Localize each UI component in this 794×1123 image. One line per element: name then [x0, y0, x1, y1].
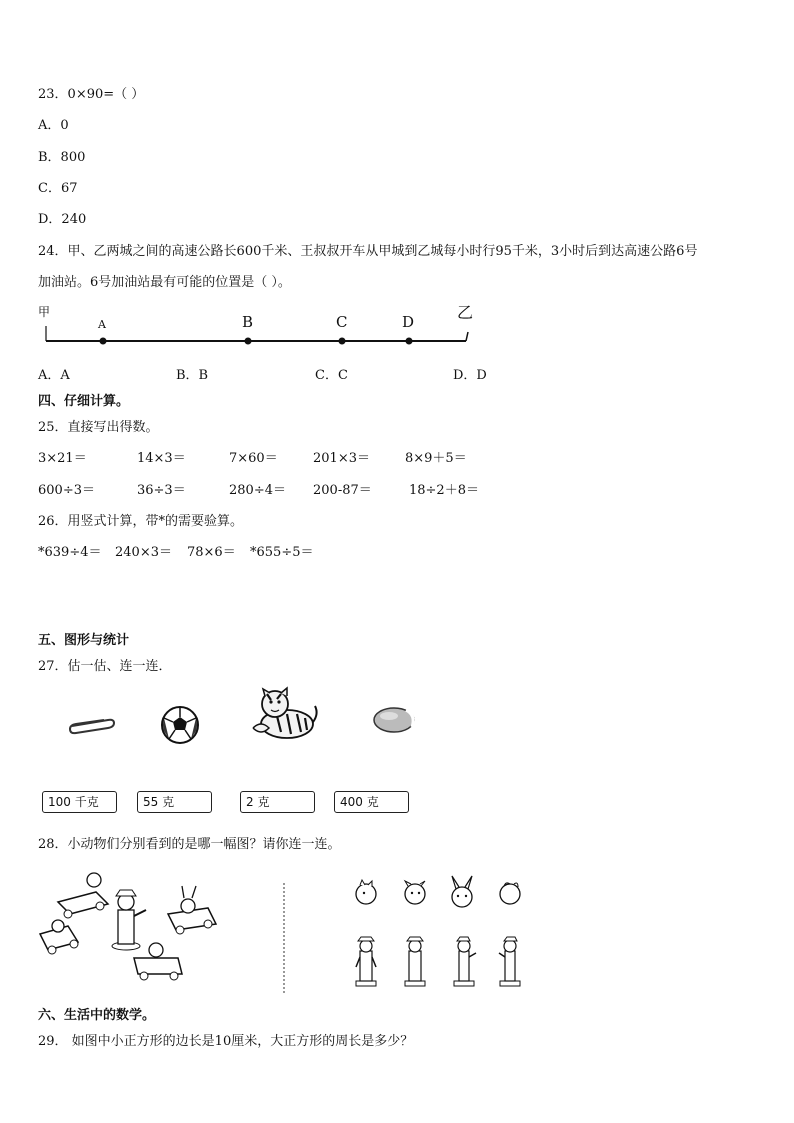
- q24-option-a: A．A: [38, 368, 70, 383]
- section5-title: 五、图形与统计: [38, 633, 130, 648]
- q23-option-a: A．0: [38, 118, 69, 133]
- q25-r1-c4: 201×3＝: [313, 451, 370, 466]
- weight-box-55g: 55 克: [137, 791, 212, 813]
- road-point-c: C: [336, 313, 348, 331]
- policeman-view-2-icon: [401, 937, 431, 987]
- road-point-d: D: [402, 313, 415, 331]
- road-line: [0, 300, 794, 360]
- animal-head-4-icon: [496, 879, 526, 907]
- road-end-label: 乙: [457, 303, 474, 322]
- q25-r2-c4: 200-87＝: [313, 483, 372, 498]
- egg-icon: [372, 705, 420, 735]
- policeman-view-3-icon: [450, 937, 480, 987]
- rabbit-head-icon: [446, 875, 478, 909]
- animals-scene-image: [38, 870, 238, 990]
- animal-head-2-icon: [399, 879, 431, 907]
- weight-box-400g: 400 克: [334, 791, 409, 813]
- tiger-icon: [247, 684, 319, 742]
- policeman-view-1-icon: [352, 937, 382, 987]
- q29-stem: 29． 如图中小正方形的边长是10厘米，大正方形的周长是多少？: [38, 1034, 414, 1049]
- q23-option-b: B．800: [38, 150, 86, 165]
- q25-r2-c3: 280÷4＝: [229, 483, 286, 498]
- q25-r1-c1: 3×21＝: [38, 451, 87, 466]
- policeman-view-4-icon: [496, 937, 526, 987]
- q25-r2-c5: 18÷2＋8＝: [409, 483, 479, 498]
- q24-option-b: B．B: [176, 368, 209, 383]
- q26-item-2: 240×3＝: [115, 545, 172, 560]
- q23-stem: 23．0×90=（ ）: [38, 87, 145, 102]
- q25-r2-c2: 36÷3＝: [137, 483, 186, 498]
- q25-stem: 25．直接写出得数。: [38, 420, 159, 435]
- q25-r1-c3: 7×60＝: [229, 451, 278, 466]
- q24-option-d: D．D: [453, 368, 487, 383]
- q28-stem: 28．小动物们分别看到的是哪一幅图？请你连一连。: [38, 837, 341, 852]
- paperclip-icon: [68, 714, 118, 734]
- section6-title: 六、生活中的数学。: [38, 1008, 156, 1023]
- q24-stem-line2: 加油站。6号加油站最有可能的位置是（ ）。: [38, 275, 291, 290]
- q26-item-4: *655÷5＝: [250, 545, 314, 560]
- q25-r1-c5: 8×9＋5＝: [405, 451, 467, 466]
- animal-head-1-icon: [352, 879, 382, 907]
- soccer-ball-icon: [158, 703, 202, 747]
- q27-stem: 27．估一估、连一连．: [38, 659, 172, 674]
- q24-option-c: C．C: [315, 368, 348, 383]
- section4-title: 四、仔细计算。: [38, 394, 130, 409]
- weight-box-100kg: 100 千克: [42, 791, 117, 813]
- road-point-a: A: [98, 318, 106, 331]
- q24-stem-line1: 24．甲、乙两城之间的高速公路长600千米、王叔叔开车从甲城到乙城每小时行95千米，3小时后到达高速公路6号: [38, 244, 698, 259]
- q26-item-3: 78×6＝: [187, 545, 236, 560]
- weight-box-2g: 2 克: [240, 791, 315, 813]
- q26-item-1: *639÷4＝: [38, 545, 102, 560]
- road-point-b: B: [242, 313, 254, 331]
- road-start-label: 甲: [38, 305, 51, 319]
- divider-dashed-line: [282, 883, 286, 1003]
- q23-option-d: D．240: [38, 212, 87, 227]
- q25-r2-c1: 600÷3＝: [38, 483, 95, 498]
- q25-r1-c2: 14×3＝: [137, 451, 186, 466]
- q26-stem: 26．用竖式计算，带*的需要验算。: [38, 514, 244, 529]
- q23-option-c: C．67: [38, 181, 78, 196]
